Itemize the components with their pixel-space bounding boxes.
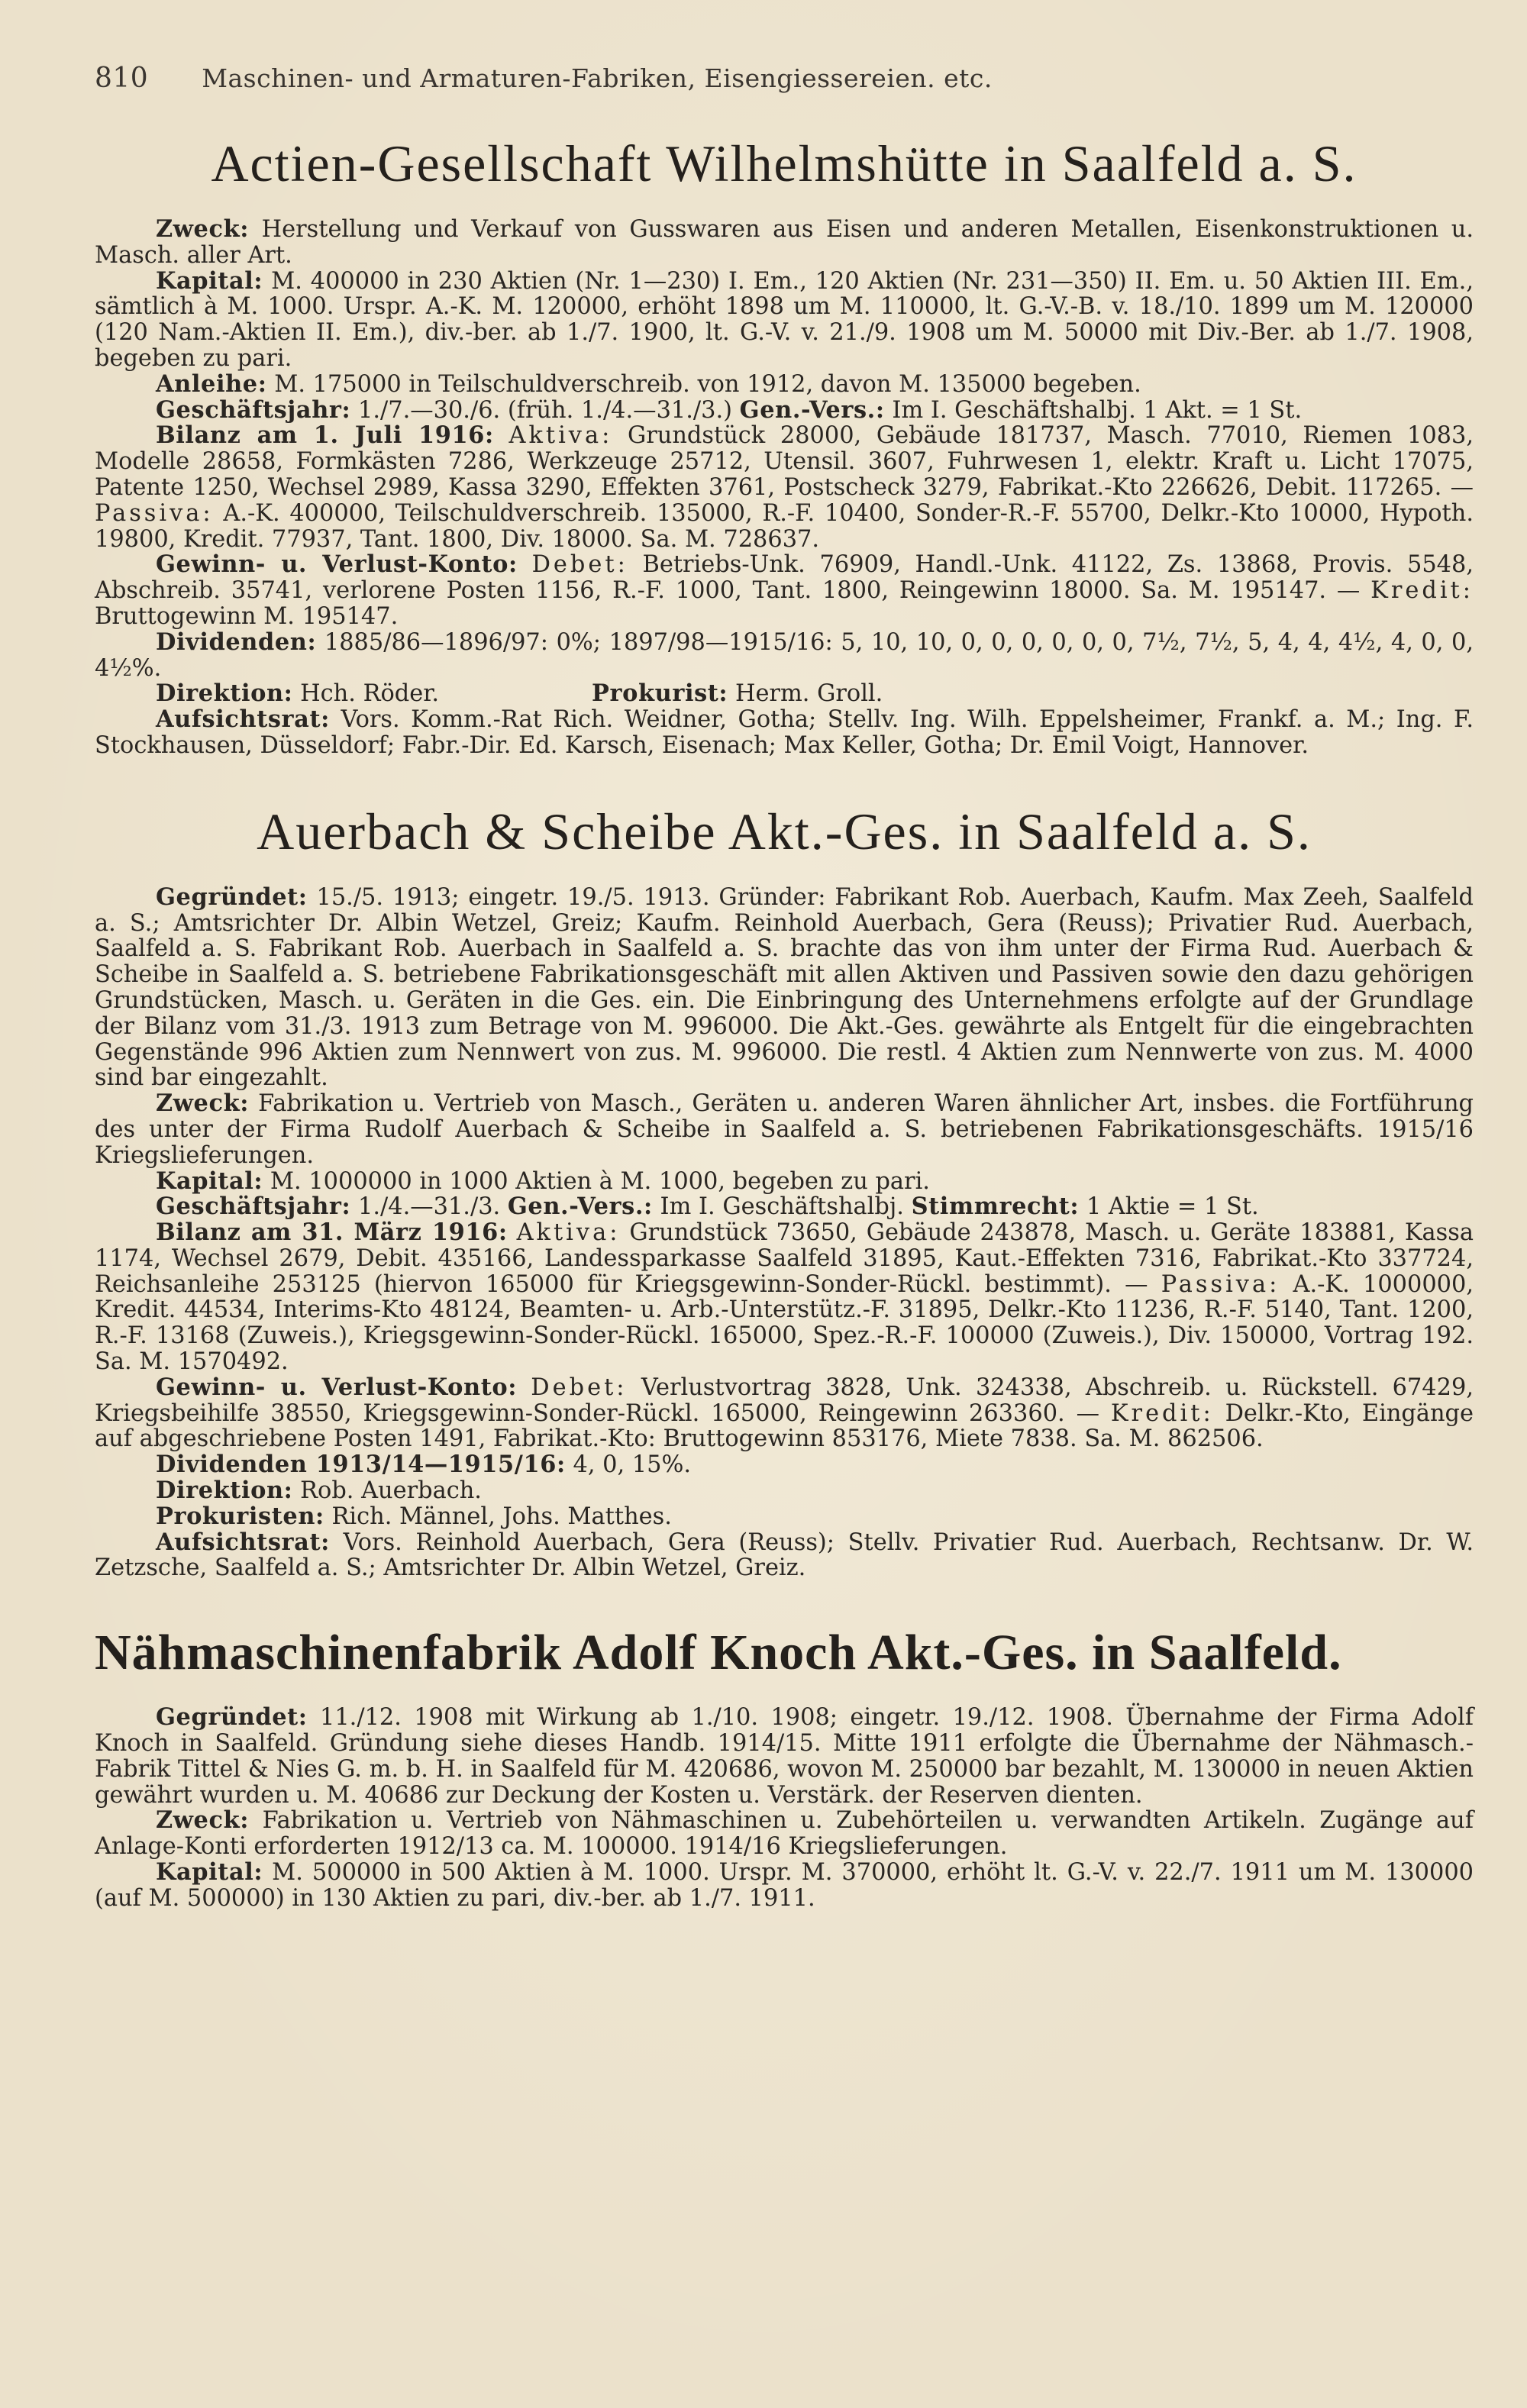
field-label: Direktion: <box>156 1477 293 1505</box>
running-title: Maschinen- und Armaturen-Fabriken, Eisengiessereien. etc. <box>202 63 993 93</box>
field-label: Kapital: <box>156 266 263 295</box>
field-label: Stimmrecht: <box>911 1193 1080 1221</box>
field-text: A.-K. 1000000, Kredit. 44534, Interims-Kto 48124, Beamten- u. Arb.-Unterstütz.-F. 31895, Delkr.-Kto 11236, R.-F. 5140, Tant. 1200, R.-F. 13168 (Zuweis.), Kriegsgewinn-Sonder-Rückl. 165000, Spez.-R.-F. 100000 (Zuweis.), Div. 150000, Vortrag 192. Sa. M. 1570492. <box>95 1270 1474 1376</box>
company-title: Auerbach & Scheibe Akt.-Ges. in Saalfeld a. S. <box>257 802 1312 860</box>
debit-key: Debet: <box>531 1373 628 1401</box>
directors-paragraph <box>95 1478 1474 1504</box>
field-label: Gen.-Vers.: <box>507 1193 653 1221</box>
field-label: Dividenden: <box>156 628 317 656</box>
field-text: Fabrikation u. Vertrieb von Nähmaschinen u. Zubehörteilen u. verwandten Artikeln. Zugänge auf Anlage-Konti erforderten 1912/13 ca. M. 100000. 1914/16 Kriegslieferungen. <box>95 1807 1474 1861</box>
assets-key: Aktiva: <box>516 1219 621 1247</box>
field-text: 1885/86—1896/97: 0%; 1897/98—1915/16: 5, 10, 10, 0, 0, 0, 0, 0, 0, 7½, 7½, 5, 4, 4, 4½, 4, 0, 0, 4½%. <box>95 628 1474 682</box>
supervisory-board-paragraph <box>95 1530 1474 1582</box>
authorized-officers-paragraph <box>95 1504 1474 1530</box>
company-entry-wilhelmshuette <box>95 134 1474 759</box>
field-text: Bruttogewinn M. 195147. <box>95 602 399 630</box>
field-label: Bilanz am 31. März 1916: <box>156 1219 508 1247</box>
credit-key: Kredit: <box>1370 577 1474 605</box>
company-title: Actien-Gesellschaft Wilhelmshütte in Saalfeld a. S. <box>211 134 1358 192</box>
dividends-paragraph <box>95 630 1474 682</box>
page-number: 810 <box>95 63 149 94</box>
dividends-paragraph <box>95 1452 1474 1478</box>
fiscal-year-paragraph <box>95 1194 1474 1220</box>
field-text: M. 500000 in 500 Aktien à M. 1000. Urspr. M. 370000, erhöht lt. G.-V. v. 22./7. 1911 um M. 130000 (auf M. 500000) in 130 Aktien zu pari, div.-ber. ab 1./7. 1911. <box>95 1859 1474 1912</box>
field-text: Grundstück 28000, Gebäude 181737, Masch. 77010, Riemen 1083, Modelle 28658, Formkästen 7286, Werkzeuge 25712, Utensil. 3607, Fuhrwesen 1, elektr. Kraft u. Licht 17075, Patente 1250, Wechsel 2989, Kassa 3290, Effekten 3761, Postscheck 3279, Fabrikat.-Kto 226626, Debit. 117265. — <box>95 422 1474 501</box>
founded-paragraph <box>95 1705 1474 1808</box>
profit-loss-paragraph <box>95 552 1474 629</box>
purpose-paragraph <box>95 1091 1474 1168</box>
loan-paragraph <box>95 372 1474 398</box>
field-text: Im I. Geschäftshalbj. 1 Akt. = 1 St. <box>892 396 1303 424</box>
field-text: 15./5. 1913; eingetr. 19./5. 1913. Gründer: Fabrikant Rob. Auerbach, Kaufm. Max Zeeh, Saalfeld a. S.; Amtsrichter Dr. Albin Wetzel, Greiz; Kaufm. Reinhold Auerbach, Gera (Reuss); Privatier Rud. Auerbach, Saalfeld a. S. Fabrikant Rob. Auerbach in Saalfeld a. S. brachte das von ihm unter der Firma Rud. Auerbach & Scheibe in Saalfeld a. S. betriebene Fabrikationsgeschäft mit allen Aktiven und Passiven sowie den dazu gehörigen Grundstücken, Masch. u. Geräten in die Ges. ein. Die Einbringung des Unternehmens erfolgte auf der Grundlage der Bilanz vom 31./3. 1913 zum Betrage von M. 996000. Die Akt.-Ges. gewährte als Entgelt für die eingebrachten Gegenstände 996 Aktien zum Nennwert von zus. M. 996000. Die restl. 4 Aktien zum Nennwerte von zus. M. 4000 sind bar eingezahlt. <box>95 883 1474 1092</box>
field-label: Dividenden 1913/14—1915/16: <box>156 1451 566 1479</box>
field-text: 1./7.—30./6. (früh. 1./4.—31./3.) <box>358 396 732 424</box>
field-text: Herstellung und Verkauf von Gusswaren aus Eisen und anderen Metallen, Eisenkonstruktionen u. Masch. aller Art. <box>95 216 1474 269</box>
field-text: Rich. Männel, Johs. Matthes. <box>331 1503 672 1530</box>
field-label: Zweck: <box>156 215 250 243</box>
company-title: Nähmaschinenfabrik Adolf Knoch Akt.-Ges. in Saalfeld. <box>95 1625 1342 1681</box>
field-text: M. 400000 in 230 Aktien (Nr. 1—230) I. Em., 120 Aktien (Nr. 231—350) II. Em. u. 50 Aktien III. Em., sämtlich à M. 1000. Urspr. A.-K. M. 120000, erhöht 1898 um M. 110000, lt. G.-V.-B. v. 18./10. 1899 um M. 120000 (120 Nam.-Aktien II. Em.), div.-ber. ab 1./7. 1900, lt. G.-V. v. 21./9. 1908 um M. 50000 mit Div.-Ber. ab 1./7. 1908, begeben zu pari. <box>95 267 1474 372</box>
capital-paragraph <box>95 266 1474 372</box>
capital-paragraph <box>95 1860 1474 1912</box>
company-entry-knoch <box>95 1624 1474 1911</box>
purpose-paragraph <box>95 1808 1474 1860</box>
field-text: Vors. Komm.-Rat Rich. Weidner, Gotha; Stellv. Ing. Wilh. Eppelsheimer, Frankf. a. M.; Ing. F. Stockhausen, Düsseldorf; Fabr.-Dir. Ed. Karsch, Eisenach; Max Keller, Gotha; Dr. Emil Voigt, Hannover. <box>95 706 1474 759</box>
profit-loss-paragraph <box>95 1375 1474 1452</box>
field-label: Gegründet: <box>156 883 308 911</box>
field-label: Aufsichtsrat: <box>156 705 330 734</box>
field-label: Gewinn- u. Verlust-Konto: <box>156 550 518 579</box>
field-label: Zweck: <box>156 1089 250 1118</box>
field-label: Geschäftsjahr: <box>156 1193 351 1221</box>
liabilities-key: Passiva: <box>95 499 214 527</box>
field-label: Kapital: <box>156 1858 263 1887</box>
field-text: 1 Aktie = 1 St. <box>1086 1193 1259 1221</box>
balance-sheet-paragraph <box>95 1220 1474 1375</box>
field-label: Kapital: <box>156 1167 263 1195</box>
field-label: Geschäftsjahr: <box>156 395 351 424</box>
field-label: Prokuristen: <box>156 1502 324 1530</box>
field-label: Anleihe: <box>156 370 267 398</box>
field-text: Verlustvortrag 3828, Unk. 324338, Abschreib. u. Rückstell. 67429, Kriegsbeihilfe 38550, Kriegsgewinn-Sonder-Rückl. 165000, Reingewinn 263360. — <box>95 1373 1474 1427</box>
assets-key: Aktiva: <box>508 422 613 450</box>
field-text: 11./12. 1908 mit Wirkung ab 1./10. 1908; eingetr. 19./12. 1908. Übernahme der Firma Adolf Knoch in Saalfeld. Gründung siehe dieses Handb. 1914/15. Mitte 1911 erfolgte die Übernahme der Nähmasch.-Fabrik Tittel & Nies G. m. b. H. in Saalfeld für M. 420686, wovon M. 250000 bar bezahlt, M. 130000 in neuen Aktien gewährt wurden u. M. 40686 zur Deckung der Kosten u. Verstärk. der Reserven dienten. <box>95 1704 1474 1809</box>
field-text: Betriebs-Unk. 76909, Handl.-Unk. 41122, Zs. 13868, Provis. 5548, Abschreib. 35741, verlorene Posten 1156, R.-F. 1000, Tant. 1800, Reingewinn 18000. Sa. M. 195147. — <box>95 551 1474 605</box>
liabilities-key: Passiva: <box>1161 1270 1280 1298</box>
field-label: Gewinn- u. Verlust-Konto: <box>156 1373 518 1401</box>
fiscal-year-paragraph <box>95 395 1474 424</box>
field-text: Im I. Geschäftshalbj. <box>660 1193 904 1221</box>
field-label: Prokurist: <box>592 679 728 708</box>
founded-paragraph <box>95 885 1474 1091</box>
field-text: Delkr.-Kto, Eingänge auf abgeschriebene Posten 1491, Fabrikat.-Kto: Bruttogewinn 853176, Miete 7838. Sa. M. 862506. <box>95 1399 1474 1453</box>
capital-paragraph <box>95 1169 1474 1195</box>
field-label: Gegründet: <box>156 1703 308 1732</box>
balance-sheet-paragraph <box>95 423 1474 552</box>
field-label: Bilanz am 1. Juli 1916: <box>156 421 494 450</box>
field-label: Aufsichtsrat: <box>156 1528 330 1556</box>
field-text: A.-K. 400000, Teilschuldverschreib. 135000, R.-F. 10400, Sonder-R.-F. 55700, Delkr.-Kto 10000, Hypoth. 19800, Kredit. 77937, Tant. 1800, Div. 18000. Sa. M. 728637. <box>95 499 1474 553</box>
field-text: Vors. Reinhold Auerbach, Gera (Reuss); Stellv. Privatier Rud. Auerbach, Rechtsanw. Dr. W. Zetzsche, Saalfeld a. S.; Amtsrichter Dr. Albin Wetzel, Greiz. <box>95 1528 1474 1582</box>
field-text: Hch. Röder. <box>300 680 440 708</box>
authorized-officer <box>531 681 883 707</box>
credit-key: Kredit: <box>1110 1399 1214 1427</box>
field-text: M. 1000000 in 1000 Aktien à M. 1000, begeben zu pari. <box>270 1167 930 1195</box>
running-header <box>95 63 1474 94</box>
field-label: Direktion: <box>156 679 293 708</box>
supervisory-board-paragraph <box>95 707 1474 759</box>
field-text: Herm. Groll. <box>734 680 883 708</box>
purpose-paragraph <box>95 217 1474 269</box>
field-label: Gen.-Vers.: <box>739 395 885 424</box>
directors <box>95 681 439 707</box>
field-text: Fabrikation u. Vertrieb von Masch., Geräten u. anderen Waren ähnlicher Art, insbes. die Fortführung des unter der Firma Rudolf Auerbach & Scheibe in Saalfeld a. S. betriebenen Fabrikationsgeschäfts. 1915/16 Kriegslieferungen. <box>95 1090 1474 1169</box>
field-text: 1./4.—31./3. <box>358 1193 501 1221</box>
field-text: Rob. Auerbach. <box>300 1477 482 1505</box>
field-text: Grundstück 73650, Gebäude 243878, Masch. u. Geräte 183881, Kassa 1174, Wechsel 2679, Debit. 435166, Landessparkasse Saalfeld 31895, Kaut.-Effekten 7316, Fabrikat.-Kto 337724, Reichsanleihe 253125 (hiervon 165000 für Kriegsgewinn-Sonder-Rückl. bestimmt). — <box>95 1219 1474 1298</box>
field-text: M. 175000 in Teilschuldverschreib. von 1912, davon M. 135000 begeben. <box>274 370 1141 398</box>
management-row <box>95 681 1474 707</box>
field-text: 4, 0, 15%. <box>573 1451 692 1479</box>
field-label: Zweck: <box>156 1806 250 1835</box>
company-entry-auerbach-scheibe <box>95 802 1474 1582</box>
debit-key: Debet: <box>531 551 628 579</box>
